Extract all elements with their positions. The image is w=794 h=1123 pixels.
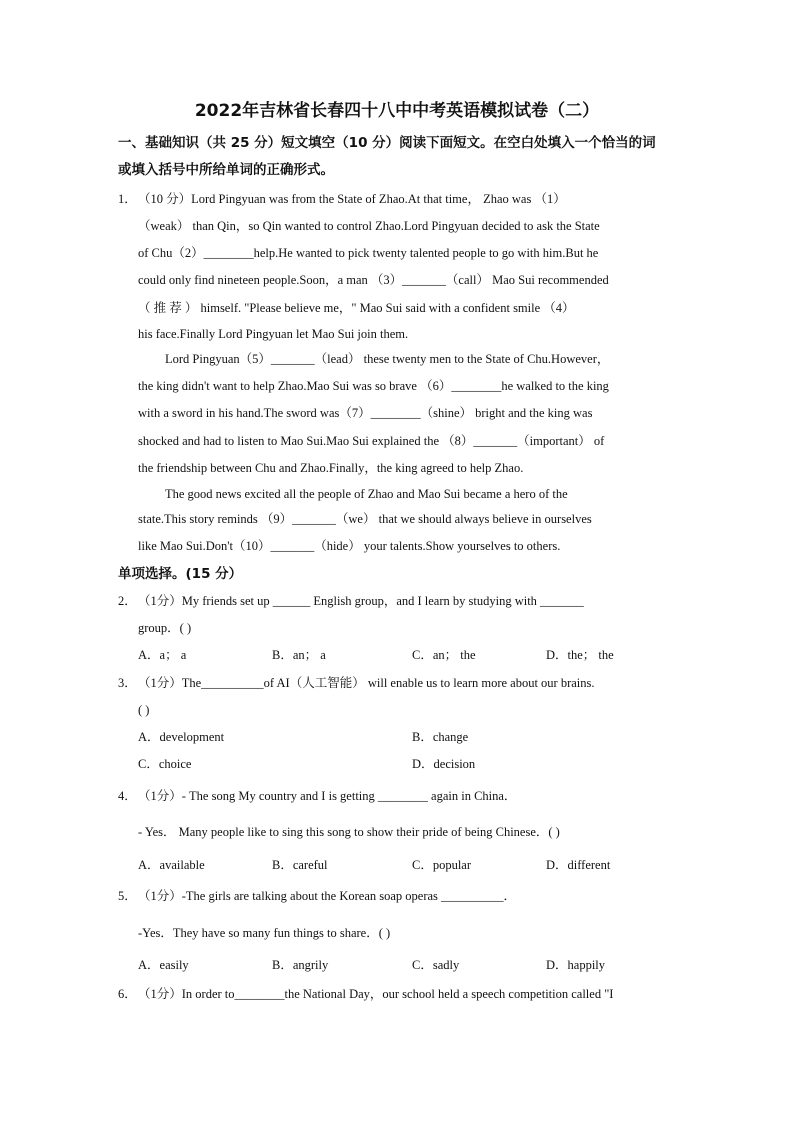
q1-line-11: the friendship between Chu and Zhao.Finally，the king agreed to help Zhao. <box>138 461 524 475</box>
q2-option-a[interactable]: A．a； a <box>138 648 187 662</box>
q4-stem-line-2: - Yes． Many people like to sing this song to show their pride of being Chinese．( ) <box>138 825 560 839</box>
q3-stem-line-2: ( ) <box>138 703 150 717</box>
q1-line-6: his face.Finally Lord Pingyuan let Mao Sui join them. <box>138 327 409 341</box>
section-2-heading: 单项选择。(15 分） <box>118 566 243 582</box>
q1-line-8: the king didn't want to help Zhao.Mao Sui was so brave （6）________he walked to the king <box>138 379 609 393</box>
q5-stem-line-1: （1分）-The girls are talking about the Korean soap operas __________． <box>138 889 517 903</box>
q6-stem-line-1: （1分）In order to________the National Day，our school held a speech competition called "I <box>138 987 614 1001</box>
q1-line-14: like Mao Sui.Don't（10）_______（hide） your talents.Show yourselves to others. <box>138 539 561 553</box>
q1-line-4: could only find nineteen people.Soon，a man （3）_______（call） Mao Sui recommended <box>138 273 609 287</box>
question-6-number: 6． <box>118 987 137 1001</box>
q5-stem-line-2: -Yes．They have so many fun things to share．( ) <box>138 926 391 940</box>
q2-option-d[interactable]: D．the； the <box>546 648 614 662</box>
section-1-heading-line-1: 一、基础知识（共 25 分）短文填空（10 分）阅读下面短文。在空白处填入一个恰当的词 <box>118 135 656 151</box>
q3-option-d[interactable]: D．decision <box>412 757 476 771</box>
q4-stem-line-1: （1分）- The song My country and I is getting ________ again in China． <box>138 789 517 803</box>
q2-stem-line-1: （1分）My friends set up ______ English group，and I learn by studying with _______ <box>138 594 584 608</box>
q4-option-c[interactable]: C．popular <box>412 858 472 872</box>
q1-line-9: with a sword in his hand.The sword was（7）________（shine） bright and the king was <box>138 406 593 420</box>
question-2-number: 2． <box>118 594 137 608</box>
page-title: 2022年吉林省长春四十八中中考英语模拟试卷（二） <box>194 101 600 121</box>
q4-option-d[interactable]: D．different <box>546 858 611 872</box>
question-5-number: 5． <box>118 889 137 903</box>
q2-option-c[interactable]: C．an； the <box>412 648 476 662</box>
q3-option-a[interactable]: A．development <box>138 730 225 744</box>
q1-line-13: state.This story reminds （9）_______（we） that we should always believe in ourselves <box>138 512 592 526</box>
question-1-number: 1． <box>118 192 137 206</box>
q4-option-a[interactable]: A．available <box>138 858 205 872</box>
q1-line-7: Lord Pingyuan（5）_______（lead） these twenty men to the State of Chu.However， <box>165 352 610 366</box>
q2-option-b[interactable]: B．an； a <box>272 648 326 662</box>
q2-stem-line-2: group．( ) <box>138 621 192 635</box>
q1-line-5: （ 推 荐 ） himself. "Please believe me，" Mao Sui said with a confident smile （4） <box>138 301 575 315</box>
q5-option-d[interactable]: D．happily <box>546 958 606 972</box>
question-3-number: 3． <box>118 676 137 690</box>
q5-option-c[interactable]: C．sadly <box>412 958 460 972</box>
question-4-number: 4． <box>118 789 137 803</box>
q3-option-b[interactable]: B．change <box>412 730 469 744</box>
q1-line-1: （10 分）Lord Pingyuan was from the State of Zhao.At that time， Zhao was （1） <box>138 192 566 206</box>
q3-option-c[interactable]: C．choice <box>138 757 192 771</box>
q1-line-10: shocked and had to listen to Mao Sui.Mao Sui explained the （8）_______（important） of <box>138 434 605 448</box>
q1-line-2: （weak） than Qin，so Qin wanted to control Zhao.Lord Pingyuan decided to ask the State <box>138 219 600 233</box>
q1-line-12: The good news excited all the people of Zhao and Mao Sui became a hero of the <box>165 487 568 501</box>
q3-stem-line-1: （1分）The__________of AI（人工智能） will enable us to learn more about our brains. <box>138 676 595 690</box>
q5-option-a[interactable]: A．easily <box>138 958 189 972</box>
q1-line-3: of Chu（2）________help.He wanted to pick twenty talented people to go with him.But he <box>138 246 599 260</box>
q5-option-b[interactable]: B．angrily <box>272 958 329 972</box>
q4-option-b[interactable]: B．careful <box>272 858 328 872</box>
section-1-heading-line-2: 或填入括号中所给单词的正确形式。 <box>118 162 334 178</box>
